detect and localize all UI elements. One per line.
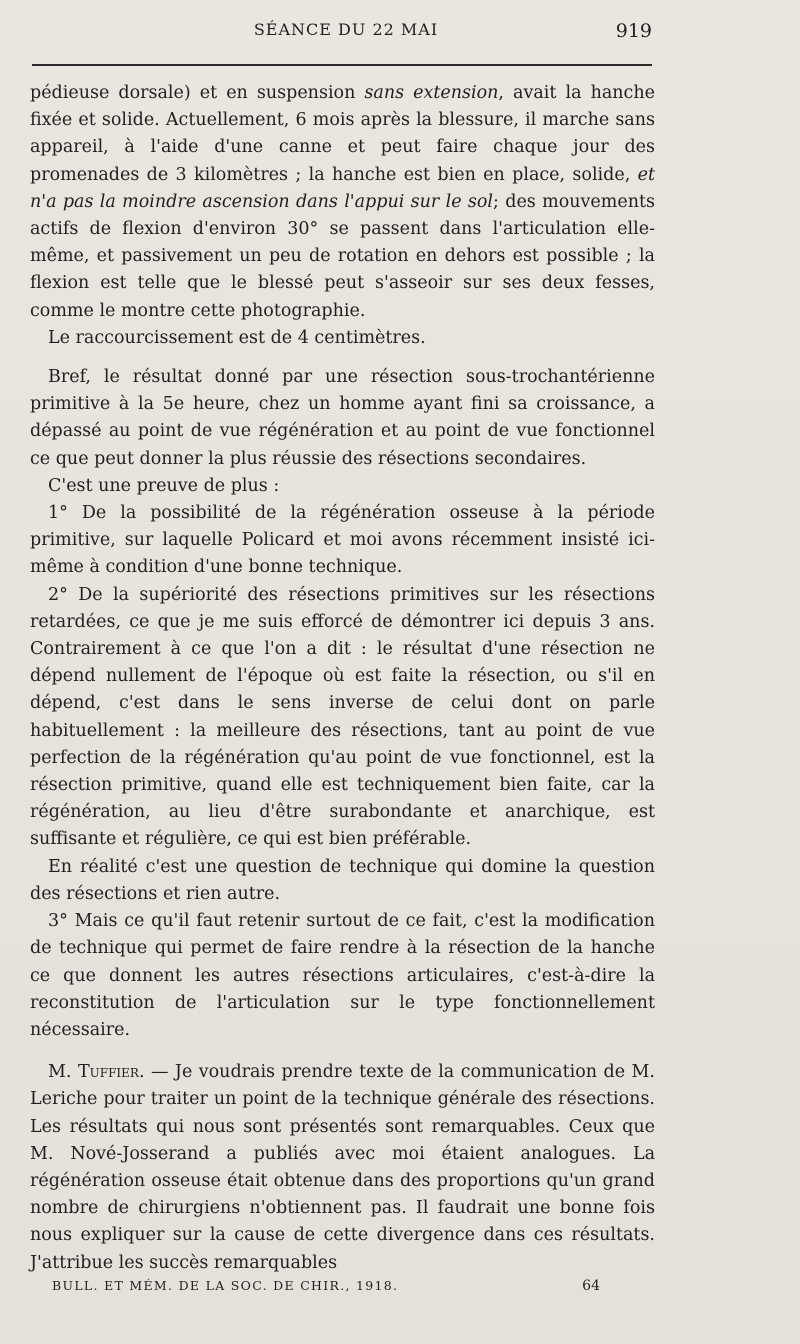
body-text [30,80,655,1277]
text-segment: 3° Mais ce qu'il faut retenir surtout de ce fait, c'est la modification de technique qui permet de faire rendre à la résection de la hanche ce que donnent les autres résections articulaires, c'est-à-dire la reconstitution de l'articulation sur le type fonctionnellement nécessaire. [30,911,655,1040]
running-title: SÉANCE DU 22 MAI [253,20,439,39]
page-footer [40,1278,600,1298]
paragraph [30,908,655,1044]
paragraph [30,325,655,352]
speaker-name: Tuffier [77,1062,139,1083]
intervention-paragraph [30,1059,655,1277]
text-segment: Le raccourcissement est de 4 centimètres. [48,327,426,348]
page-number: 919 [615,20,652,42]
text-segment: ; des mouvements actifs de flexion d'environ 30° se passent dans l'articulation elle-même, et passivement un peu de rotation en dehors est possible ; la flexion est telle que le blessé peut s'asseoir sur ses deux fesses, comme le montre cette photographie. [30,191,655,321]
journal-reference: BULL. ET MÉM. DE LA SOC. DE CHIR., 1918. [52,1278,399,1293]
paragraph [30,364,655,473]
text-segment: , avait la hanche fixée et solide. Actuellement, 6 mois après la blessure, il marche sans appareil, à l'aide d'une canne et peut faire chaque jour des promenades de 3 kilomètres ; la hanche est bien en place, solide, [30,83,655,185]
paragraph [30,582,655,854]
text-segment: C'est une preuve de plus : [48,475,280,496]
italic-text-segment: sans extension [364,83,499,103]
paragraph [30,854,655,908]
signature-mark: 64 [582,1278,600,1294]
header-rule [32,64,652,66]
paragraph [30,473,655,500]
speaker-prefix: M. [48,1062,78,1083]
text-segment: Bref, le résultat donné par une résection sous-trochantérienne primitive à la 5e heure, chez un homme ayant fini sa croissance, a dépassé au point de vue régénération et au point de vue fonctionnel ce que peut donner la plus réussie des résections secondaires. [30,367,655,469]
intervention-text: . — Je voudrais prendre texte de la communication de M. Leriche pour traiter un point de la technique générale des résections. Les résultats qui nous sont présentés sont remarquables. Ceux que M. Nové-Josserand a publiés avec moi étaient analogues. La régénération osseuse était obtenue dans des proportions qu'un grand nombre de chirurgiens n'obtiennent pas. Il faudrait une bonne fois nous expliquer sur la cause de cette divergence dans ces résultats. J'attribue les succès remarquables [30,1062,655,1273]
text-segment: 2° De la supériorité des résections primitives sur les résections retardées, ce que je me suis efforcé de démontrer ici depuis 3 ans. Contrairement à ce que l'on a dit : le résultat d'une résection ne dépend nullement de l'époque où est faite la résection, ou s'il en dépend, c'est dans le sens inverse de celui dont on parle habituellement : la meilleure des résections, tant au point de vue perfection de la régénération qu'au point de vue fonctionnel, est la résection primitive, quand elle est techniquement bien faite, car la régénération, au lieu d'être surabondante et anarchique, est suffisante et régulière, ce qui est bien préférable. [30,584,655,850]
text-segment: 1° De la possibilité de la régénération osseuse à la période primitive, sur laquelle Policard et moi avons récemment insisté ici-même à condition d'une bonne technique. [30,503,655,578]
page-header [32,20,660,46]
paragraph [30,500,655,582]
italic-text-segment: et n'a pas la moindre ascension dans l'appui sur le sol [30,164,655,212]
paragraph [30,80,655,325]
text-segment: pédieuse dorsale) et en suspension [30,83,365,103]
text-segment: En réalité c'est une question de technique qui domine la question des résections et rien autre. [30,856,655,904]
